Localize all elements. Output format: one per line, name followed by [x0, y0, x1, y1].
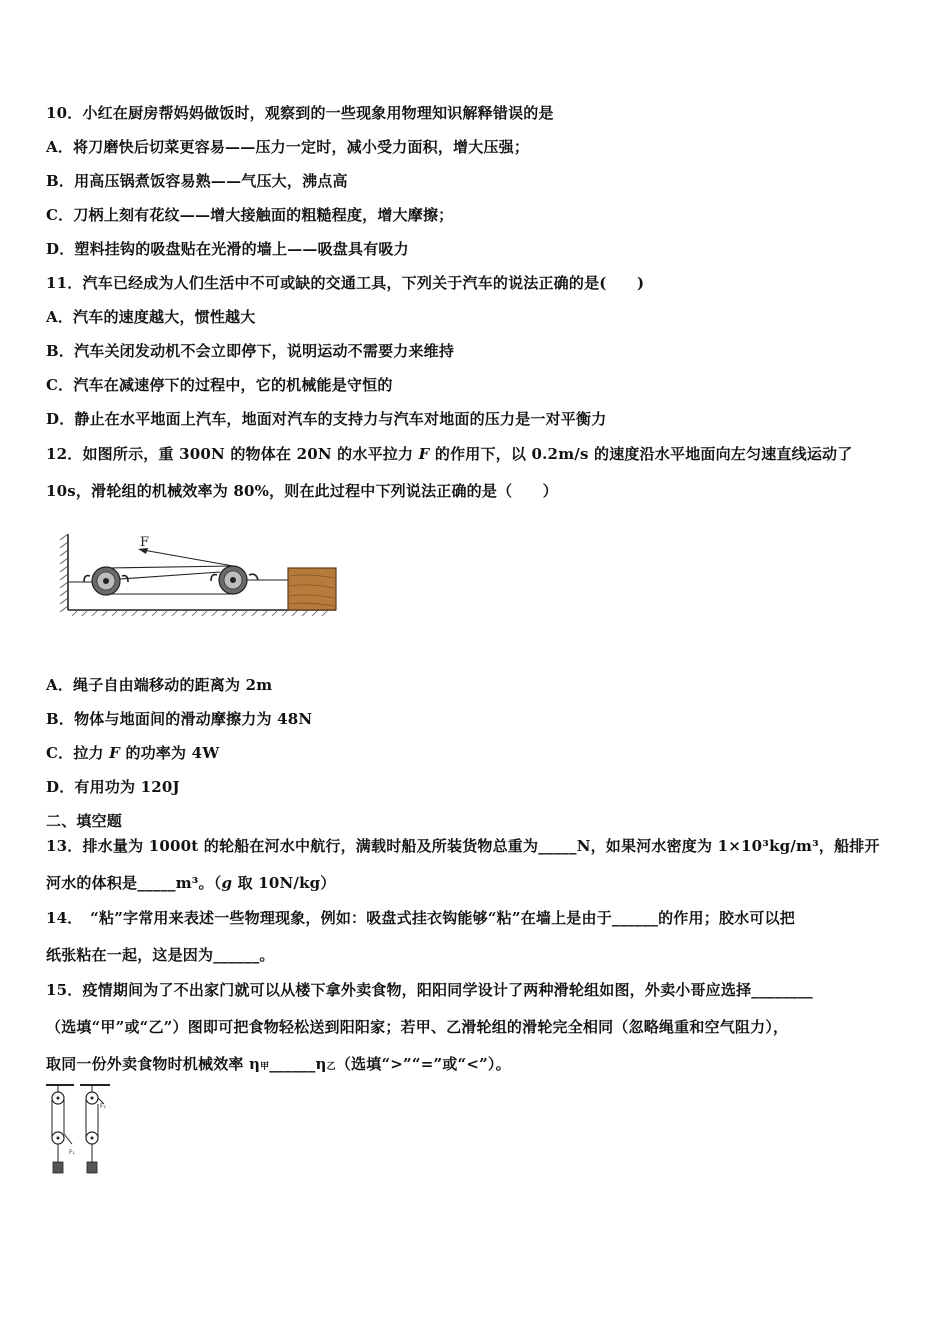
q15-line2: （选填“甲”或“乙”）图即可把食物轻松送到阳阳家；若甲、乙滑轮组的滑轮完全相同（忽略绳重和空气阻力）， [46, 1018, 789, 1036]
q12-option-a: A．绳子自由端移动的距离为 2m [46, 676, 273, 694]
q12-stem-line2: 10s，滑轮组的机械效率为 80%，则在此过程中下列说法正确的是（ ） [46, 482, 558, 500]
q11-option-a: A．汽车的速度越大，惯性越大 [46, 308, 256, 326]
force-label-f1: F₁ [69, 1149, 75, 1156]
q10-option-c: C．刀柄上刻有花纹——增大接触面的粗糙程度，增大摩擦； [46, 206, 454, 224]
q11-stem: 11．汽车已经成为人们生活中不可或缺的交通工具，下列关于汽车的说法正确的是( ) [46, 274, 645, 292]
q12-option-b: B．物体与地面间的滑动摩擦力为 48N [46, 710, 313, 728]
q13-line2: 河水的体积是_____m³。（g 取 10N/kg） [46, 874, 336, 892]
q11-option-d: D．静止在水平地面上汽车，地面对汽车的支持力与汽车对地面的压力是一对平衡力 [46, 410, 607, 428]
q11-option-b: B．汽车关闭发动机不会立即停下，说明运动不需要力来维持 [46, 342, 455, 360]
pulley-figure [58, 530, 340, 620]
q12-option-d: D．有用功为 120J [46, 778, 180, 796]
q12-option-c: C．拉力 F 的功率为 4W [46, 744, 220, 762]
q15-line3: 取同一份外卖食物时机械效率 η甲______η乙（选填“>”“=”或“<”）。 [46, 1055, 511, 1073]
q15-line1: 15．疫情期间为了不出家门就可以从楼下拿外卖食物，阳阳同学设计了两种滑轮组如图，外卖小哥应选择________ [46, 981, 813, 999]
left-food-box [53, 1162, 63, 1173]
q14-line1: 14． “粘”字常用来表述一些物理现象，例如：吸盘式挂衣钩能够“粘”在墙上是由于______的作用；胶水可以把 [46, 909, 795, 927]
q10-option-a: A．将刀磨快后切菜更容易——压力一定时，减小受力面积，增大压强； [46, 138, 530, 156]
force-label-f2: F₂ [100, 1103, 106, 1110]
section-heading: 二、填空题 [46, 812, 123, 830]
q14-line2: 纸张粘在一起，这是因为______。 [46, 946, 275, 964]
force-label: F [140, 535, 150, 550]
right-food-box [87, 1162, 97, 1173]
q10-option-d: D．塑料挂钩的吸盘贴在光滑的墙上——吸盘具有吸力 [46, 240, 409, 258]
q12-stem-line1: 12．如图所示，重 300N 的物体在 20N 的水平拉力 F 的作用下，以 0.2m/s 的速度沿水平地面向左匀速直线运动了 [46, 445, 853, 463]
q10-option-b: B．用高压锅煮饭容易熟——气压大，沸点高 [46, 172, 348, 190]
q11-option-c: C．汽车在减速停下的过程中，它的机械能是守恒的 [46, 376, 393, 394]
q10-stem: 10．小红在厨房帮妈妈做饭时，观察到的一些现象用物理知识解释错误的是 [46, 104, 554, 122]
pulley-systems-figure [44, 1082, 114, 1180]
q13-line1: 13．排水量为 1000t 的轮船在河水中航行，满载时船及所装货物总重为_____N，如果河水密度为 1×10³kg/m³，船排开 [46, 837, 880, 855]
